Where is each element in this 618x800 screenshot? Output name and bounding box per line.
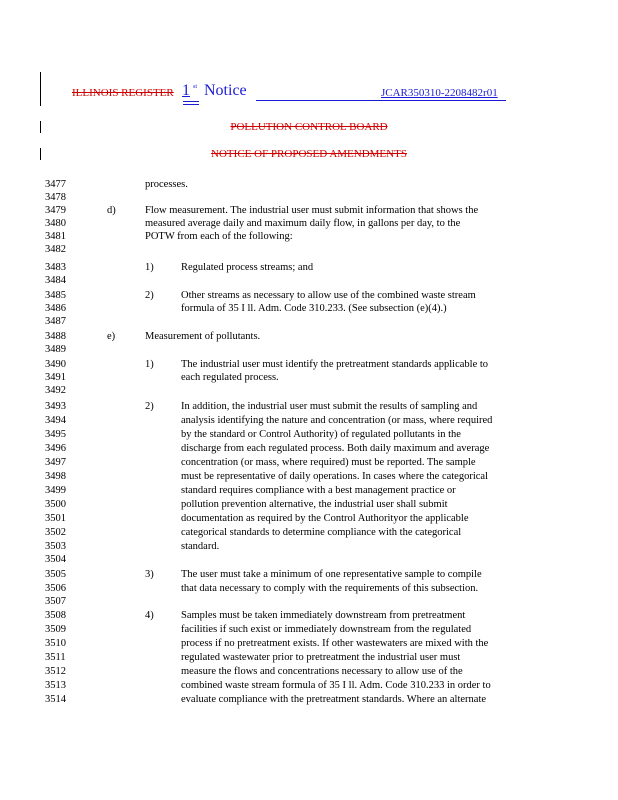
line-number: 3497 <box>45 457 66 468</box>
text-line: that data necessary to comply with the requirements of this subsection. <box>181 583 479 594</box>
line-number: 3496 <box>45 443 66 454</box>
page-header <box>0 82 618 106</box>
line-number: 3495 <box>45 429 66 440</box>
text-line: Samples must be taken immediately downstream from pretreatment <box>181 610 466 621</box>
line-number: 3504 <box>45 554 66 565</box>
subsection-label: d) <box>107 205 116 216</box>
header-rule <box>256 100 506 101</box>
line-number: 3491 <box>45 372 66 383</box>
line-number: 3492 <box>45 385 66 396</box>
line-number: 3494 <box>45 415 66 426</box>
text-line: regulated wastewater prior to pretreatment the industrial user must <box>181 652 461 663</box>
text-line: processes. <box>145 179 188 190</box>
line-number: 3512 <box>45 666 66 677</box>
line-number: 3509 <box>45 624 66 635</box>
line-number: 3500 <box>45 499 66 510</box>
text-line: analysis identifying the nature and concentration (or mass, where required <box>181 415 493 426</box>
text-line: categorical standards to determine compliance with the categorical <box>181 527 462 538</box>
text-line: concentration (or mass, where required) must be reported. The sample <box>181 457 476 468</box>
line-number: 3490 <box>45 359 66 370</box>
line-number: 3506 <box>45 583 66 594</box>
line-number: 3483 <box>45 262 66 273</box>
text-line: evaluate compliance with the pretreatment standards. Where an alternate <box>181 694 487 705</box>
line-number: 3478 <box>45 192 66 203</box>
text-line: Regulated process streams; and <box>181 262 314 273</box>
line-number: 3493 <box>45 401 66 412</box>
text-line: measured average daily and maximum daily flow, in gallons per day, to the <box>145 218 461 229</box>
line-number: 3485 <box>45 290 66 301</box>
text-line: Flow measurement. The industrial user must submit information that shows the <box>145 205 479 216</box>
text-line: measure the flows and concentrations necessary to allow use of the <box>181 666 463 677</box>
text-line: must be representative of daily operations. In cases where the categorical <box>181 471 488 482</box>
line-number: 3484 <box>45 275 66 286</box>
notice-title: NOTICE OF PROPOSED AMENDMENTS <box>211 148 407 160</box>
text-line: discharge from each regulated process. Both daily maximum and average <box>181 443 490 454</box>
text-line: POTW from each of the following: <box>145 231 293 242</box>
line-number: 3499 <box>45 485 66 496</box>
text-line: The user must take a minimum of one representative sample to compile <box>181 569 482 580</box>
board-title: POLLUTION CONTROL BOARD <box>230 121 388 133</box>
text-line: standard requires compliance with a best management practice or <box>181 485 456 496</box>
text-line: facilities if such exist or immediately downstream from the regulated <box>181 624 472 635</box>
text-line: formula of 35 I ll. Adm. Code 310.233. (See subsection (e)(4).) <box>181 303 447 314</box>
text-line: Measurement of pollutants. <box>145 331 261 342</box>
text-line: each regulated process. <box>181 372 279 383</box>
jcar-code: JCAR350310-2208482r01 <box>381 87 498 99</box>
register-title: ILLINOIS REGISTER <box>72 87 174 99</box>
item-label: 1) <box>145 262 154 273</box>
line-number: 3487 <box>45 316 66 327</box>
line-number: 3510 <box>45 638 66 649</box>
text-line: by the standard or Control Authority) of regulated pollutants in the <box>181 429 461 440</box>
line-number: 3513 <box>45 680 66 691</box>
line-number: 3507 <box>45 596 66 607</box>
item-label: 1) <box>145 359 154 370</box>
issue-superscript: st <box>193 84 198 90</box>
line-number: 3514 <box>45 694 66 705</box>
issue-number: 1 <box>182 82 190 99</box>
line-number: 3505 <box>45 569 66 580</box>
line-number: 3481 <box>45 231 66 242</box>
line-number: 3482 <box>45 244 66 255</box>
item-label: 4) <box>145 610 154 621</box>
text-line: combined waste stream formula of 35 I ll. Adm. Code 310.233 in order to <box>181 680 491 691</box>
subsection-label: e) <box>107 331 116 342</box>
line-number: 3480 <box>45 218 66 229</box>
double-underline-top <box>183 101 199 102</box>
item-label: 2) <box>145 290 154 301</box>
double-underline-bottom <box>183 104 199 105</box>
text-line: standard. <box>181 541 220 552</box>
line-number: 3508 <box>45 610 66 621</box>
text-line: In addition, the industrial user must submit the results of sampling and <box>181 401 478 412</box>
notice-label: Notice <box>204 82 247 99</box>
text-line: documentation as required by the Control Authorityor the applicable <box>181 513 469 524</box>
text-line: process if no pretreatment exists. If other wastewaters are mixed with the <box>181 638 489 649</box>
item-label: 2) <box>145 401 154 412</box>
text-line: pollution prevention alternative, the industrial user shall submit <box>181 499 448 510</box>
line-number: 3502 <box>45 527 66 538</box>
line-number: 3498 <box>45 471 66 482</box>
text-line: Other streams as necessary to allow use of the combined waste stream <box>181 290 476 301</box>
line-number: 3488 <box>45 331 66 342</box>
line-number: 3503 <box>45 541 66 552</box>
line-number: 3477 <box>45 179 66 190</box>
line-number: 3479 <box>45 205 66 216</box>
line-number: 3501 <box>45 513 66 524</box>
line-number: 3511 <box>45 652 66 663</box>
item-label: 3) <box>145 569 154 580</box>
line-number: 3486 <box>45 303 66 314</box>
line-number: 3489 <box>45 344 66 355</box>
text-line: The industrial user must identify the pretreatment standards applicable to <box>181 359 489 370</box>
